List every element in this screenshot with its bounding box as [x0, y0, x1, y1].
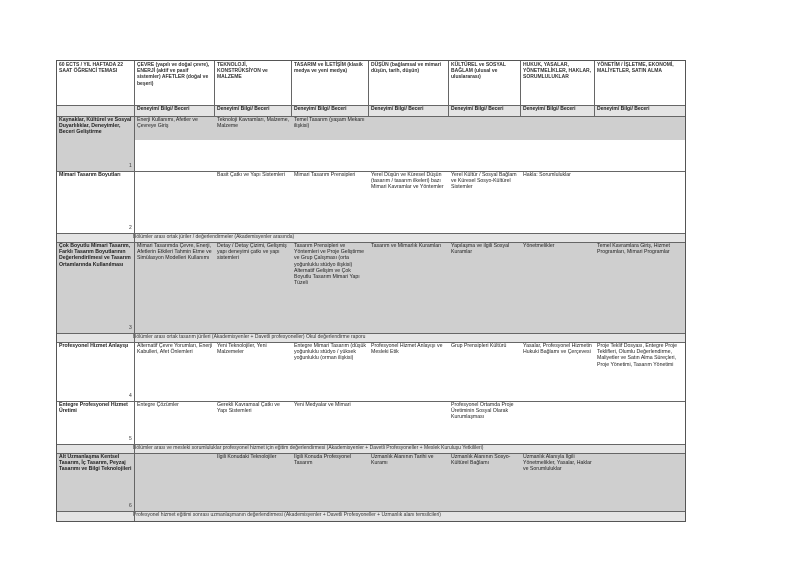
row-cell: Proje Teklif Dosyası, Entegre Proje Teklifleri, Olumlu Değerlendirme, Maliyetler ve Satın Alma Süreçleri, Proje Yönetimi, Tasarım Yönetimi: [597, 343, 678, 368]
row-cell: Alternatif Çevre Yorumları, Enerji Kabulleri, Afet Önlemleri: [137, 343, 213, 356]
header-col-law: HUKUK, YASALAR, YÖNETMELİKLER, HAKLAR, SORUMLULUKLAR: [523, 62, 592, 81]
row-number: 5: [129, 436, 132, 442]
row-divider: [57, 333, 685, 334]
row-title: Alt Uzmanlaşma Kentsel Tasarım, İç Tasarım, Peyzaj Tasarımı ve Bilgi Teknolojileri: [59, 454, 132, 473]
table-row: [57, 242, 685, 333]
row-cell: Profesyonel Ortamda Proje Üretiminin Sosyal Olarak Kurumlaşması: [451, 402, 514, 421]
sublabel-col-2: Deneyim/ Bilgi/ Beceri: [217, 106, 270, 112]
row-cell: [369, 116, 685, 140]
table-row: [57, 401, 685, 444]
row-cell: Yeni Teknolojiler, Yeni Malzemeler: [217, 343, 267, 356]
row-cell: Profesyonel Hizmet Anlayışı ve Mesleki Etik: [371, 343, 443, 356]
row-cell: [595, 171, 685, 233]
row-cell: Tasarım Prensipleri ve Yöntemleri ve Proje Geliştirme ve Grup Çalışması (orta yoğunluklu stüdyo ilişkisi) Alternatif Gelişim ve Çok Boyutlu Tasarım Mimari Yapı Tüzeli: [294, 243, 365, 287]
header-col-design: TASARIM ve İLETİŞİM (klasik medya ve yeni medya): [294, 62, 363, 75]
header-col-management: YÖNETİM / İŞLETME, EKONOMİ, MALİYETLER, SATIN ALMA: [597, 62, 674, 75]
row-number: 1: [129, 163, 132, 169]
assessment-note: Bölümler arası ve mesleki sorumluluklar profesyonel hizmet için eğitim değerlendirmesi (Akademisyenler + Davetli Profesyoneller + Meslek Kuruluşu Yetkilileri): [133, 445, 484, 451]
row-cell: Mimari Tasarımda Çevre, Enerji, Afetlerin Etkileri Tahmin Etme ve Simülasyon Modelleri Kullanımı: [137, 243, 212, 262]
row-divider: [57, 105, 685, 106]
row-cell: Uzmanlık Alanının Sosyo-Kültürel Bağlamı: [451, 454, 511, 467]
row-number: 2: [129, 225, 132, 231]
assessment-note: Profesyonel hizmet eğitimi sonrası uzmanlaşmanın değerlendirmesi (Akademisyenler + Davetli Profesyoneller + Uzmanlık alanı temsilcileri): [133, 512, 441, 518]
row-divider: [57, 444, 685, 445]
table-row: [57, 171, 685, 233]
assessment-note: Bölümler arası ortak tasarım jürileri (Akademisyenler + Davetli profesyoneller) Okul değerlendirme raporu: [133, 334, 366, 340]
table-row: [57, 453, 685, 511]
row-cell: İlgili Konuda Profesyonel Tasarım: [294, 454, 352, 467]
row-cell: Temel Kavramlara Giriş, Hizmet Programları, Mimari Programlar: [597, 243, 670, 256]
sublabel-col-5: Deneyim/ Bilgi/ Beceri: [451, 106, 504, 112]
row-cell: [521, 401, 595, 444]
row-cell: Entegre Mimari Tasarım (düşük yoğunluklu stüdyo / yüksek yoğunluklu (orman ilişkisi): [294, 343, 366, 362]
row-divider: [57, 453, 685, 454]
column-divider: [368, 61, 369, 116]
sublabel-col-4: Deneyim/ Bilgi/ Beceri: [371, 106, 424, 112]
row-cell: Mimari Tasarım Prensipleri: [294, 172, 356, 178]
row-cell: Entegre Çözümler: [137, 402, 179, 408]
assessment-note-row: [57, 511, 685, 521]
row-title: Kaynaklar, Kültürel ve Sosyal Duyarlılıklar, Deneyimler, Beceri Geliştirme: [57, 116, 135, 171]
row-cell: [595, 401, 685, 444]
header-col-thought: DÜŞÜN (bağlamsal ve mimari düşün, tarih, düşün): [371, 62, 442, 75]
competency-matrix-table: [56, 60, 686, 522]
assessment-note-row: [57, 333, 685, 342]
row-cell: Hakla: Sorumluluklar: [523, 172, 571, 178]
row-title: Mimari Tasarım Boyutları: [59, 172, 121, 178]
row-number: 4: [129, 393, 132, 399]
column-divider: [134, 61, 135, 521]
row-cell: [135, 453, 215, 511]
assessment-note: Bölümler arası ortak jüriler / değerlendirmeler (Akademisyenler arasında): [133, 234, 295, 240]
header-col-technology: TEKNOLOJİ, KONSTRÜKSİYON ve MALZEME: [217, 62, 268, 81]
row-cell: Basit Çatkı ve Yapı Sistemleri: [217, 172, 285, 178]
row-cell: Uzmanlık Alanının Tarihi ve Kuramı: [371, 454, 434, 467]
sublabel-col-6: Deneyim/ Bilgi/ Beceri: [523, 106, 576, 112]
row-cell: Yeni Medyalar ve Mimari: [294, 402, 351, 408]
row-cell: Detay / Detay Çizimi, Gelişmiş yapı deneyimi çatkı ve yapı sistemleri: [217, 243, 287, 262]
row-divider: [57, 116, 685, 117]
sublabel-col-7: Deneyim/ Bilgi/ Beceri: [597, 106, 650, 112]
row-cell: Tasarım ve Mimarlık Kuramları: [371, 243, 442, 249]
row-cell: Yönetmelikler: [523, 243, 555, 249]
row-number: 3: [129, 325, 132, 331]
row-cell: Teknoloji Kavramları, Malzeme, Malzeme: [215, 116, 292, 140]
row-divider: [57, 171, 685, 172]
table-row: [57, 116, 685, 171]
row-title: Çok Boyutlu Mimari Tasarım, Farklı Tasarım Boyutlarının Değerlendirilmesi ve Tasarım Ortamlarında Kullanılması: [59, 243, 131, 268]
row-title: Profesyonel Hizmet Anlayışı: [59, 343, 129, 349]
row-cell: Uzmanlık Alanıyla İlgili Yönetmelikler, Yasalar, Haklar ve Sorumluluklar: [523, 454, 592, 473]
row-divider: [57, 242, 685, 243]
column-divider: [214, 61, 215, 116]
column-divider: [520, 61, 521, 116]
row-divider: [57, 511, 685, 512]
assessment-note-row: [57, 233, 685, 242]
row-cell: İlgili Konudaki Teknolojiler: [217, 454, 277, 460]
assessment-note-row: [57, 444, 685, 453]
row-divider: [57, 342, 685, 343]
column-divider: [291, 61, 292, 116]
sublabel-row: [57, 105, 685, 116]
table-row: [57, 342, 685, 401]
header-corner: 60 ECTS / YIL HAFTADA 22 SAAT ÖĞRENCİ TEMASI: [59, 62, 123, 75]
row-cell: [369, 401, 449, 444]
row-cell: Grup Prensipleri Kültürü: [451, 343, 507, 349]
row-title: Entegre Profesyonel Hizmet Üretimi: [59, 402, 128, 415]
sublabel-col-1: Deneyim/ Bilgi/ Beceri: [137, 106, 190, 112]
row-cell: Temel Tasarım (yaşam Mekanı ilişkisi): [292, 116, 369, 140]
row-divider: [57, 233, 685, 234]
header-col-cultural: KÜLTÜREL ve SOSYAL BAĞLAM (ulusal ve uluslararası): [451, 62, 506, 81]
header-row: [57, 61, 685, 105]
row-cell: Enerji Kullanımı, Afetler ve Çevreye Giriş: [135, 116, 215, 140]
row-cell: Yasalar, Profesyonel Hizmetin Hukuki Bağlamı ve Çerçevesi: [523, 343, 592, 356]
row-cell: Gerekli Kavramsal Çatkı ve Yapı Sistemleri: [217, 402, 280, 415]
header-col-environment: ÇEVRE (yapılı ve doğal çevre), ENERJİ (aktif ve pasif sistemler) AFETLER (doğal ve beşeri): [137, 62, 210, 87]
row-divider: [57, 401, 685, 402]
row-cell: Yapılaşma ve ilgili Sosyal Kuramlar: [451, 243, 510, 256]
sublabel-col-3: Deneyim/ Bilgi/ Beceri: [294, 106, 347, 112]
row-cell: [135, 171, 215, 233]
row-number: 6: [129, 503, 132, 509]
row-cell: Yerel Düşün ve Küresel Düşün (tasarım / tasarım ilkeleri) bazı Mimari Kavramlar ve Yöntemler: [371, 172, 444, 191]
row-cell: [595, 453, 685, 511]
row-cell: Yerel Kültür / Sosyal Bağlam ve Küresel Sosyo-Kültürel Sistemler: [451, 172, 517, 191]
column-divider: [594, 61, 595, 116]
column-divider: [448, 61, 449, 116]
